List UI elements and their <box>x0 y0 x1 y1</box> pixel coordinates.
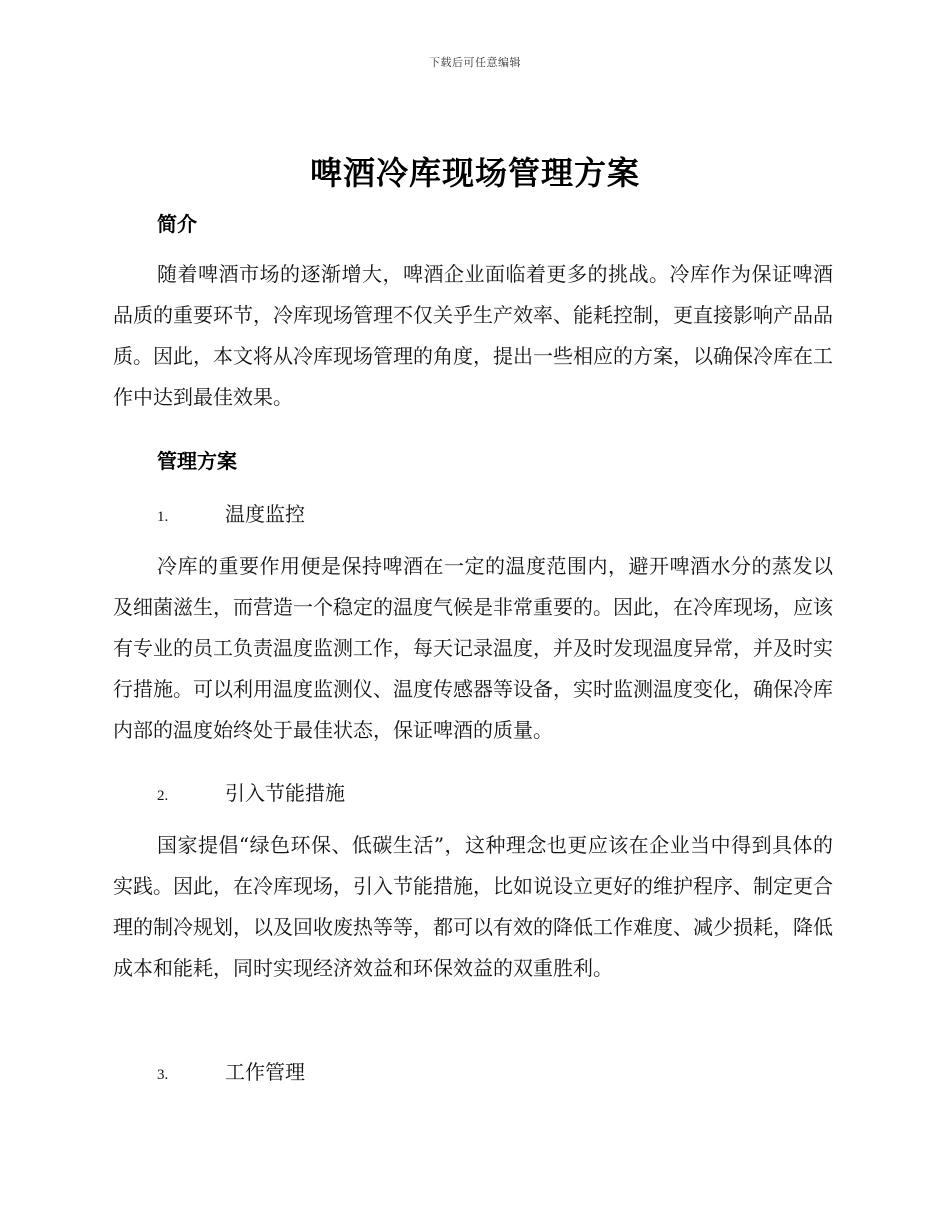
list-item-number: 3. <box>157 1067 169 1083</box>
list-item-work <box>157 1056 305 1085</box>
list-item-temperature <box>157 498 305 527</box>
list-item-title: 温度监控 <box>225 502 305 526</box>
energy-paragraph: 国家提倡“绿色环保、低碳生活”，这种理念也更应该在企业当中得到具体的实践。因此，在冷库现场，引入节能措施，比如说设立更好的维护程序、制定更合理的制冷规划，以及回收废热等等，都可以有效的降低工作难度、减少损耗，降低成本和能耗，同时实现经济效益和环保效益的双重胜利。 <box>113 833 833 980</box>
temperature-paragraph: 冷库的重要作用便是保持啤酒在一定的温度范围内，避开啤酒水分的蒸发以及细菌滋生，而营造一个稳定的温度气候是非常重要的。因此，在冷库现场，应该有专业的员工负责温度监测工作，每天记录温度，并及时发现温度异常，并及时实行措施。可以利用温度监测仪、温度传感器等设备，实时监测温度变化，确保冷库内部的温度始终处于最佳状态，保证啤酒的质量。 <box>113 554 833 742</box>
header-note: 下载后可任意编辑 <box>429 56 521 69</box>
list-item-title: 工作管理 <box>225 1060 305 1084</box>
list-item-number: 1. <box>157 509 169 525</box>
document-title: 啤酒冷库现场管理方案 <box>309 154 640 192</box>
list-item-energy <box>157 777 345 806</box>
list-item-title: 引入节能措施 <box>225 781 345 805</box>
list-item-number: 2. <box>157 788 169 804</box>
intro-heading: 简介 <box>157 212 197 236</box>
intro-paragraph: 随着啤酒市场的逐渐增大，啤酒企业面临着更多的挑战。冷库作为保证啤酒品质的重要环节，冷库现场管理不仅关乎生产效率、能耗控制，更直接影响产品品质。因此，本文将从冷库现场管理的角度，提出一些相应的方案，以确保冷库在工作中达到最佳效果。 <box>113 262 833 409</box>
plan-heading: 管理方案 <box>157 449 237 473</box>
